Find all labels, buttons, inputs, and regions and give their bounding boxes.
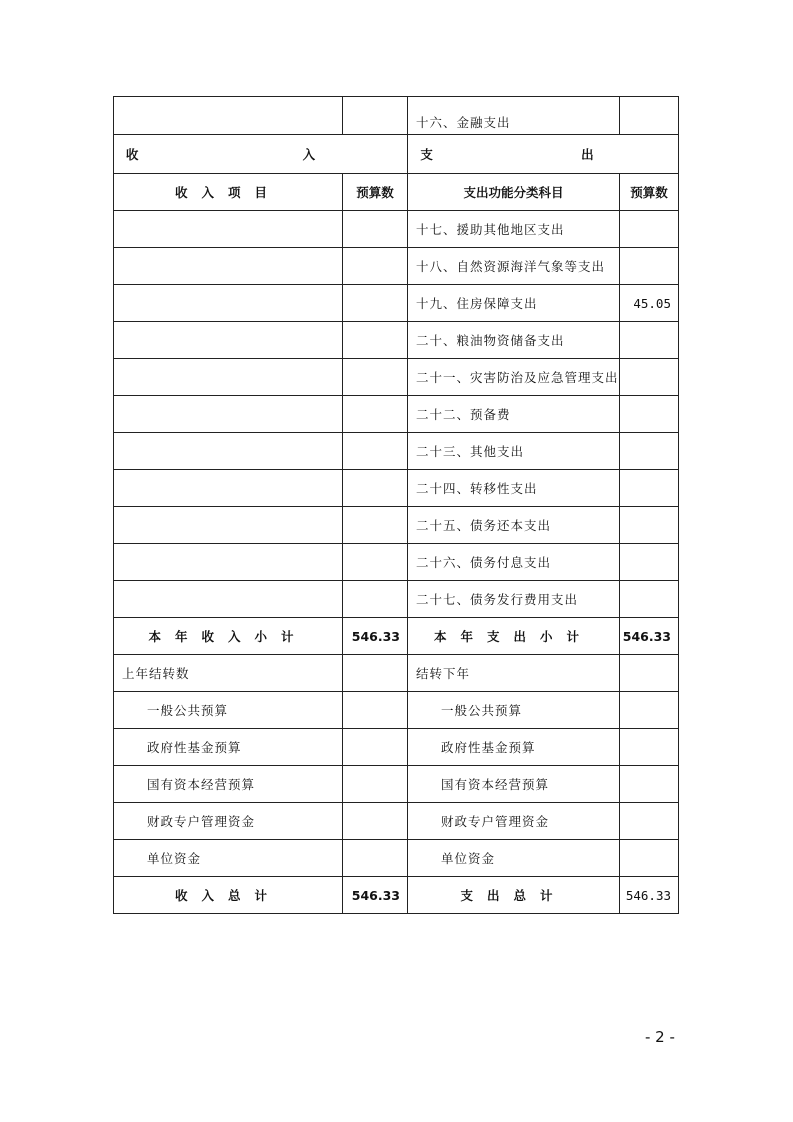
income-section-header: 收 入 — [114, 135, 408, 174]
income-item-cell — [114, 97, 343, 135]
income-carry-label: 上年结转数 — [114, 655, 343, 692]
income-subitem: 国有资本经营预算 — [114, 766, 343, 803]
table-row — [114, 544, 679, 581]
income-subitem-value — [343, 766, 408, 803]
table-row — [114, 581, 679, 618]
income-item-cell — [114, 359, 343, 396]
income-item-cell — [114, 248, 343, 285]
income-budget-cell — [343, 581, 408, 618]
expense-budget-cell — [620, 248, 679, 285]
income-carry-value — [343, 655, 408, 692]
table-row — [114, 507, 679, 544]
income-budget-cell — [343, 470, 408, 507]
expense-item-cell: 十八、自然资源海洋气象等支出 — [408, 248, 620, 285]
income-subitem-value — [343, 803, 408, 840]
expense-budget-cell — [620, 97, 679, 135]
expense-item-cell: 二十五、债务还本支出 — [408, 507, 620, 544]
income-budget-cell — [343, 211, 408, 248]
expense-subitem-value — [620, 766, 679, 803]
expense-budget-cell — [620, 433, 679, 470]
table-row — [114, 248, 679, 285]
section-header-row — [114, 135, 679, 174]
income-item-cell — [114, 544, 343, 581]
carry-subitem-row — [114, 692, 679, 729]
expense-item-cell: 二十二、预备费 — [408, 396, 620, 433]
income-budget-cell — [343, 322, 408, 359]
expense-item-cell: 二十六、债务付息支出 — [408, 544, 620, 581]
page-number: - 2 - — [645, 1028, 675, 1046]
income-item-cell — [114, 322, 343, 359]
income-budget-cell — [343, 544, 408, 581]
income-item-cell — [114, 581, 343, 618]
income-budget-cell — [343, 507, 408, 544]
income-subitem: 政府性基金预算 — [114, 729, 343, 766]
expense-budget-header: 预算数 — [620, 174, 679, 211]
income-budget-cell — [343, 248, 408, 285]
expense-item-cell: 十七、援助其他地区支出 — [408, 211, 620, 248]
carry-row — [114, 655, 679, 692]
table-row — [114, 433, 679, 470]
income-total-value: 546.33 — [343, 877, 408, 914]
expense-budget-cell — [620, 544, 679, 581]
income-item-cell — [114, 507, 343, 544]
income-budget-header: 预算数 — [343, 174, 408, 211]
expense-budget-cell — [620, 581, 679, 618]
income-item-cell — [114, 211, 343, 248]
expense-item-cell: 二十、粮油物资储备支出 — [408, 322, 620, 359]
income-total-label: 收入总计 — [114, 877, 343, 914]
expense-subitem: 一般公共预算 — [408, 692, 620, 729]
carry-subitem-row — [114, 840, 679, 877]
income-subitem-value — [343, 840, 408, 877]
expense-carry-label: 结转下年 — [408, 655, 620, 692]
subtotal-row — [114, 618, 679, 655]
expense-budget-cell — [620, 359, 679, 396]
expense-budget-cell — [620, 396, 679, 433]
expense-budget-cell — [620, 507, 679, 544]
table-row — [114, 396, 679, 433]
income-subitem: 单位资金 — [114, 840, 343, 877]
income-budget-cell — [343, 396, 408, 433]
income-item-cell — [114, 433, 343, 470]
expense-subitem-value — [620, 840, 679, 877]
income-subtotal-label: 本年收入小计 — [114, 618, 343, 655]
expense-item-cell: 二十四、转移性支出 — [408, 470, 620, 507]
expense-item-header: 支出功能分类科目 — [408, 174, 620, 211]
table-row — [114, 211, 679, 248]
income-item-cell — [114, 470, 343, 507]
expense-total-label: 支出总计 — [408, 877, 620, 914]
total-row — [114, 877, 679, 914]
income-item-cell — [114, 396, 343, 433]
carry-subitem-row — [114, 729, 679, 766]
income-budget-cell — [343, 285, 408, 322]
expense-item-cell: 十六、金融支出 — [408, 97, 620, 135]
expense-total-value: 546.33 — [620, 877, 679, 914]
expense-budget-cell — [620, 211, 679, 248]
table-row — [114, 322, 679, 359]
expense-item-cell: 二十三、其他支出 — [408, 433, 620, 470]
column-header-row — [114, 174, 679, 211]
table-row — [114, 285, 679, 322]
income-budget-cell — [343, 433, 408, 470]
table-row — [114, 359, 679, 396]
expense-subitem: 国有资本经营预算 — [408, 766, 620, 803]
expense-item-cell: 十九、住房保障支出 — [408, 285, 620, 322]
expense-subtotal-value: 546.33 — [620, 618, 679, 655]
expense-subitem-value — [620, 729, 679, 766]
income-subitem-value — [343, 729, 408, 766]
expense-subitem: 财政专户管理资金 — [408, 803, 620, 840]
expense-subitem-value — [620, 803, 679, 840]
income-subitem-value — [343, 692, 408, 729]
expense-subitem: 单位资金 — [408, 840, 620, 877]
expense-carry-value — [620, 655, 679, 692]
expense-budget-cell — [620, 322, 679, 359]
budget-table — [113, 96, 679, 914]
carry-subitem-row — [114, 766, 679, 803]
table-body — [114, 97, 679, 914]
income-item-cell — [114, 285, 343, 322]
carry-subitem-row — [114, 803, 679, 840]
income-subitem: 一般公共预算 — [114, 692, 343, 729]
table-row — [114, 97, 679, 135]
expense-subitem-value — [620, 692, 679, 729]
income-budget-cell — [343, 97, 408, 135]
income-budget-cell — [343, 359, 408, 396]
expense-subtotal-label: 本年支出小计 — [408, 618, 620, 655]
expense-item-cell: 二十一、灾害防治及应急管理支出 — [408, 359, 620, 396]
income-item-header: 收入项目 — [114, 174, 343, 211]
expense-budget-cell — [620, 470, 679, 507]
expense-section-header: 支 出 — [408, 135, 679, 174]
income-subtotal-value: 546.33 — [343, 618, 408, 655]
expense-budget-cell: 45.05 — [620, 285, 679, 322]
income-subitem: 财政专户管理资金 — [114, 803, 343, 840]
table-row — [114, 470, 679, 507]
expense-subitem: 政府性基金预算 — [408, 729, 620, 766]
expense-item-cell: 二十七、债务发行费用支出 — [408, 581, 620, 618]
